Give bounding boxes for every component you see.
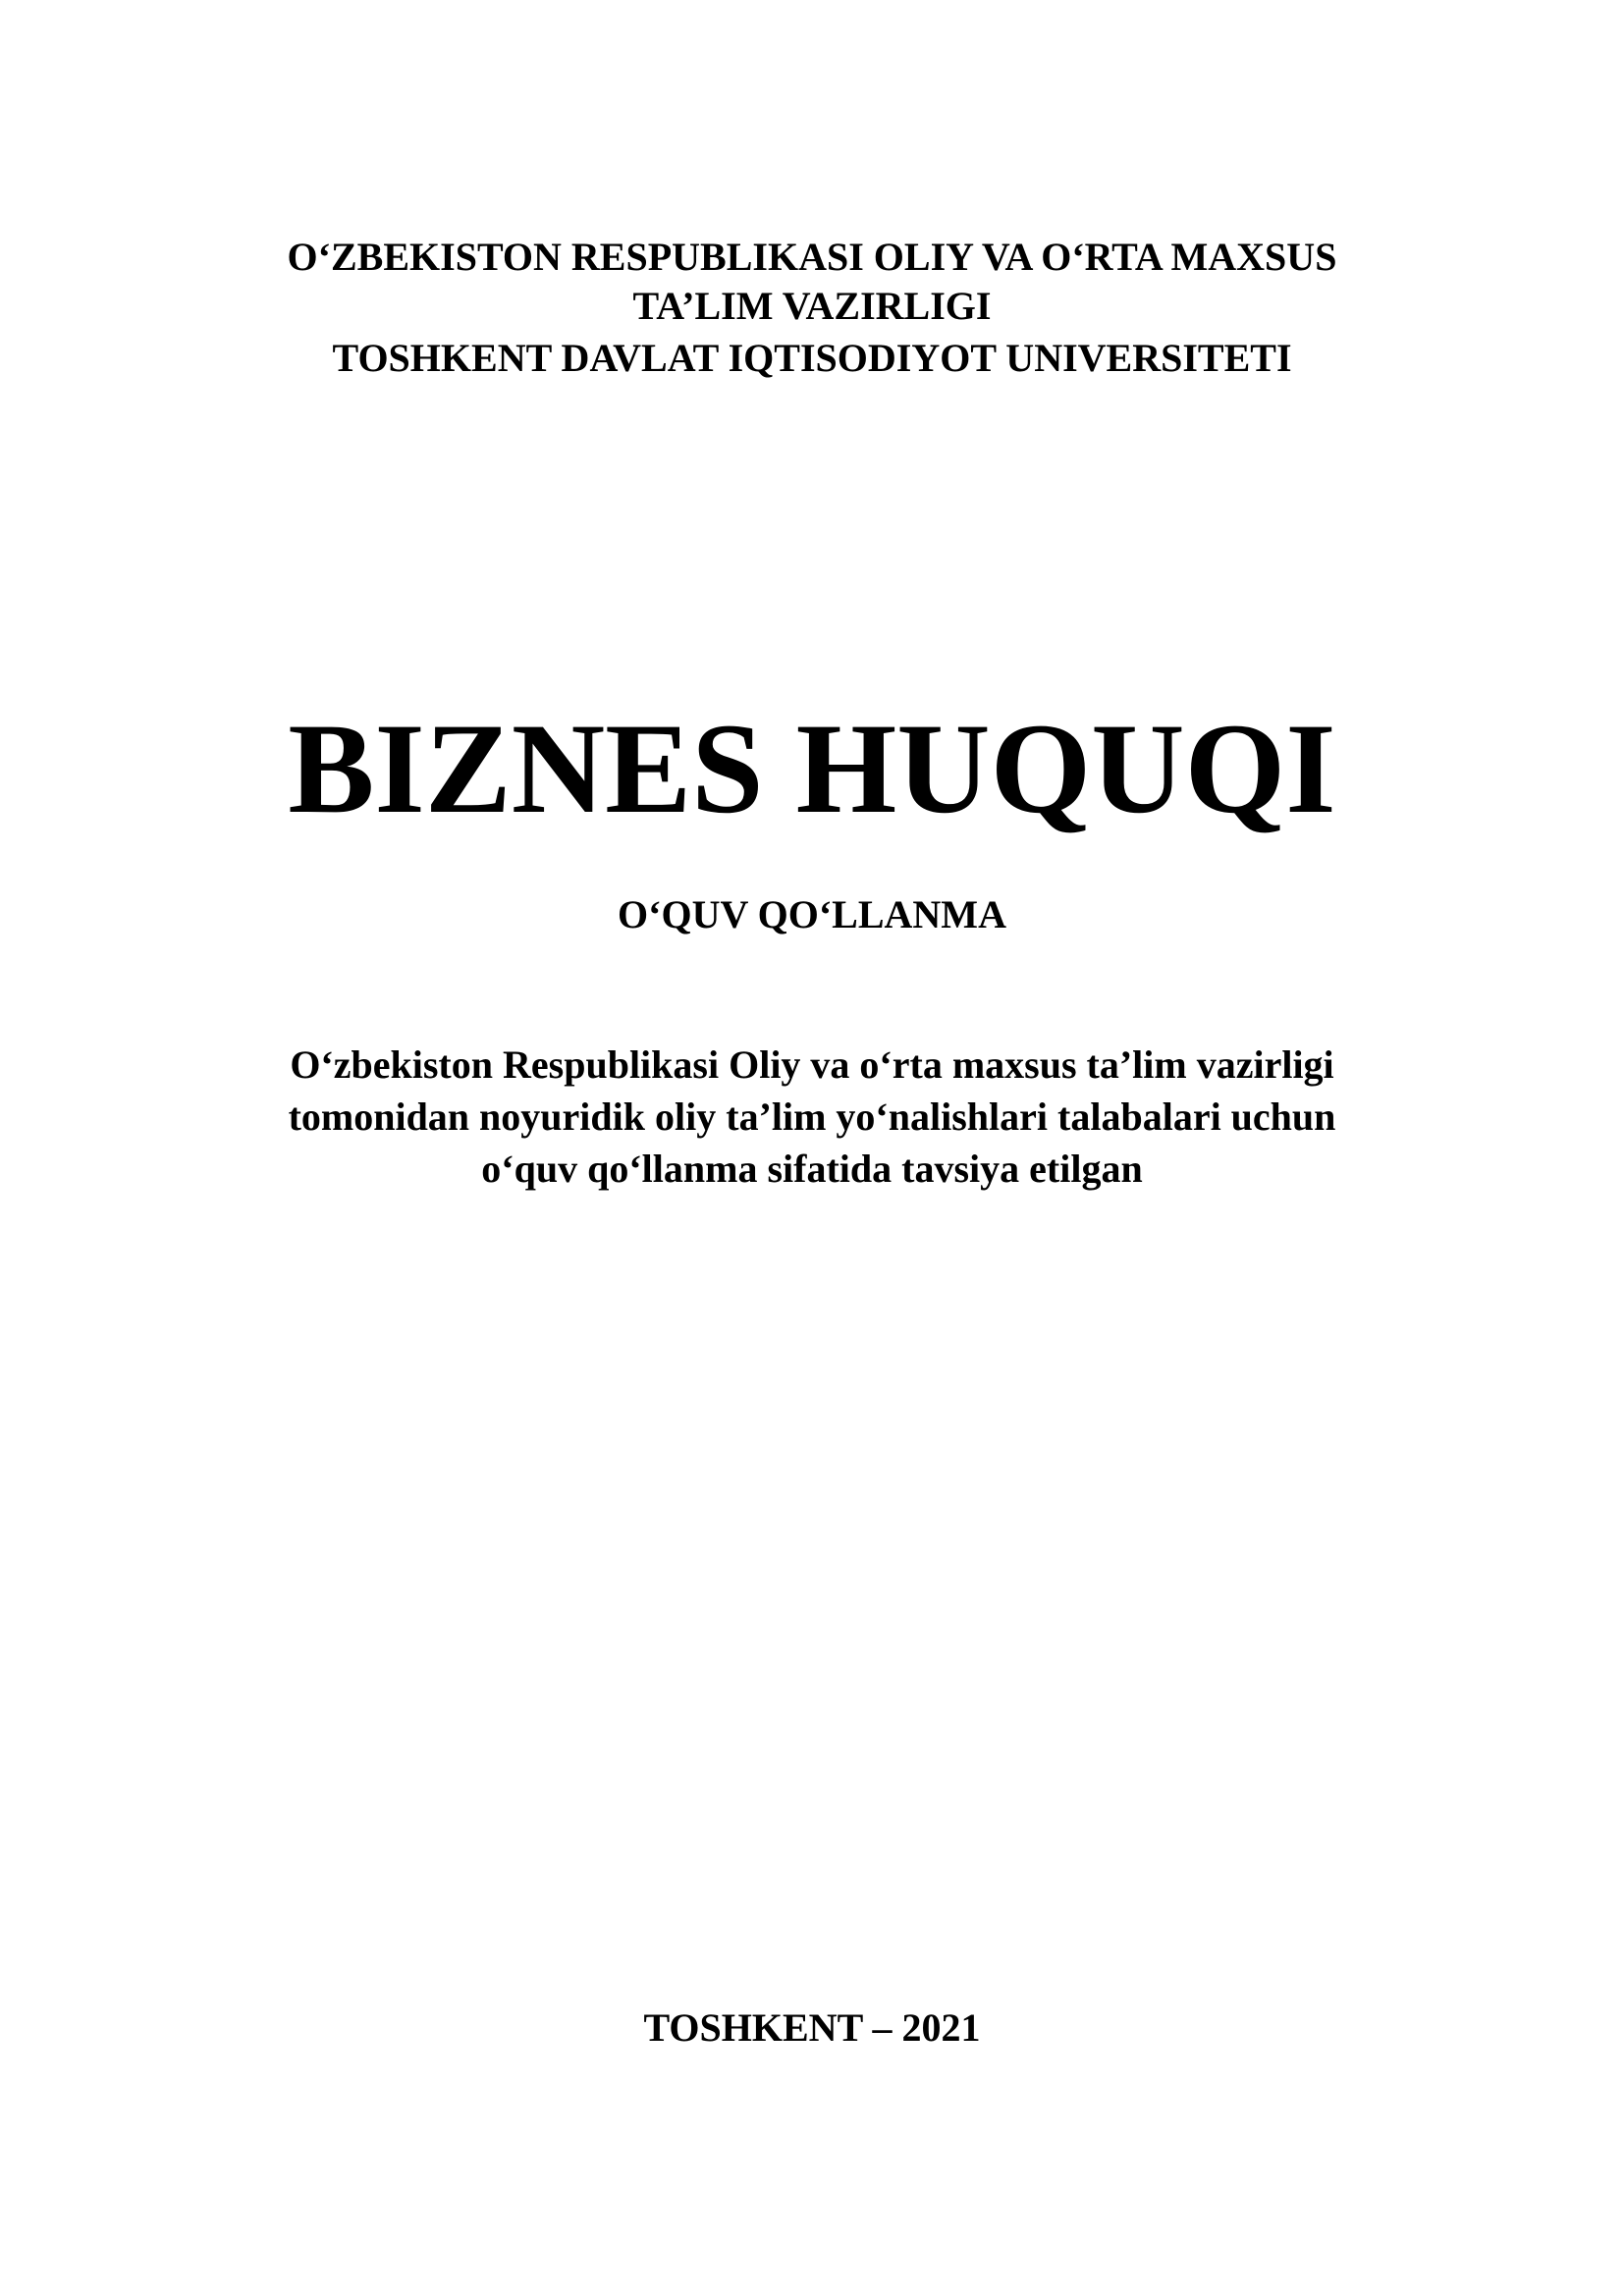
place-year: TOSHKENT – 2021 — [643, 2005, 981, 2050]
university-name: TOSHKENT DAVLAT IQTISODIYOT UNIVERSITETI — [332, 336, 1292, 380]
book-title: BIZNES HUQUQI — [288, 696, 1336, 840]
ministry-line-2: TA’LIM VAZIRLIGI — [632, 284, 992, 328]
recommendation-line-3: o‘quv qo‘llanma sifatida tavsiya etilgan — [481, 1147, 1143, 1191]
ministry-line-1: O‘ZBEKISTON RESPUBLIKASI OLIY VA O‘RTA MAXSUS — [287, 235, 1337, 279]
recommendation-line-1: O‘zbekiston Respublikasi Oliy va o‘rta maxsus ta’lim vazirligi — [290, 1042, 1334, 1087]
book-subtitle: O‘QUV QO‘LLANMA — [618, 892, 1006, 936]
recommendation-line-2: tomonidan noyuridik oliy ta’lim yo‘nalishlari talabalari uchun — [288, 1095, 1336, 1139]
